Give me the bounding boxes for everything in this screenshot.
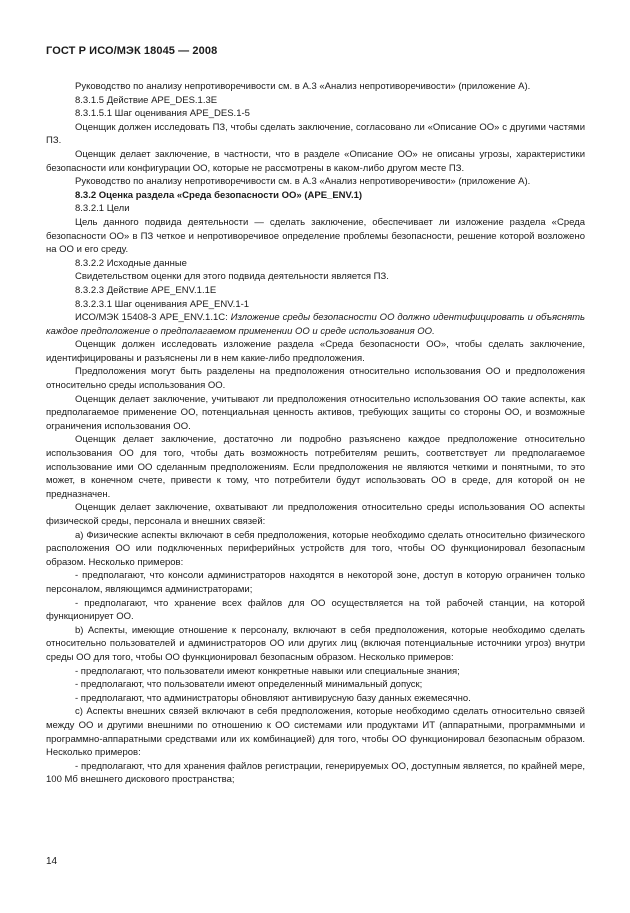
paragraph: Оценщик должен исследовать изложение раздела «Среда безопасности ОО», чтобы сделать заключение, идентифицированы и разъяснены ли в нем какие-либо предположения. <box>46 339 585 364</box>
list-item: - предполагают, что пользователи имеют определенный минимальный допуск; <box>75 679 423 691</box>
paragraph: Руководство по анализу непротиворечивости см. в А.3 «Анализ непротиворечивости» (приложение А). <box>75 81 531 92</box>
page-number: 14 <box>46 856 58 867</box>
paragraph: Свидетельством оценки для этого подвида деятельности является ПЗ. <box>75 271 389 283</box>
page-body <box>46 80 585 787</box>
clause-heading: 8.3.2.3 Действие APE_ENV.1.1E <box>75 284 217 296</box>
list-item: - предполагают, что пользователи имеют конкретные навыки или специальные знания; <box>75 665 460 677</box>
paragraph: Оценщик делает заключение, охватывают ли предположения относительно среды использования ОО аспекты физической среды, персонала и внешних связей: <box>46 502 585 527</box>
clause-heading: 8.3.2.3.1 Шаг оценивания APE_ENV.1-1 <box>75 298 250 310</box>
list-item: b) Аспекты, имеющие отношение к персоналу, включают в себя предположения, которые необходимо сделать относительно пользователей и администраторов ОО или других лиц (включая потенциальные источники угроз) внутри среды ОО для того, чтобы ОО функционировал безопасным образом. Несколько примеров: <box>46 624 585 663</box>
paragraph: Оценщик должен исследовать ПЗ, чтобы сделать заключение, согласовано ли «Описание ОО» с другими частями ПЗ. <box>46 121 585 147</box>
clause-heading: 8.3.2.1 Цели <box>75 203 130 215</box>
paragraph: Руководство по анализу непротиворечивости см. в А.3 «Анализ непротиворечивости» (приложение А). <box>75 176 531 188</box>
paragraph: Цель данного подвида деятельности — сделать заключение, обеспечивает ли изложение раздела «Среда безопасности ОО» в ПЗ четкое и непротиворечивое определение проблемы безопасности, решение которой возложено на ОО и его среду. <box>46 216 585 256</box>
list-item: - предполагают, что для хранения файлов регистрации, генерируемых ОО, доступным является, по крайней мере, 100 Мб внешнего дискового пространства; <box>46 760 585 786</box>
standard-header: ГОСТ Р ИСО/МЭК 18045 — 2008 <box>46 45 218 57</box>
list-item: - предполагают, что хранение всех файлов для ОО осуществляется на той рабочей станции, на которой функционирует ОО. <box>46 597 585 623</box>
clause-heading: 8.3.1.5 Действие APE_DES.1.3E <box>75 94 218 106</box>
clause-heading: 8.3.1.5.1 Шаг оценивания APE_DES.1-5 <box>75 108 250 120</box>
list-item: с) Аспекты внешних связей включают в себя предположения, которые необходимо сделать относительно связей между ОО и другими внешними по отношению к ОО системами или продуктами ИТ (аппаратными, программными и программно-аппаратными средствами или их комбинацией) для того, чтобы ОО функционировал безопасным образом. Несколько примеров: <box>46 706 585 759</box>
requirement-ref: ИСО/МЭК 15408-3 APE_ENV.1.1C: <box>75 312 228 324</box>
list-item: - предполагают, что администраторы обновляют антивирусную базу данных ежемесячно. <box>75 692 471 704</box>
requirement-text: Изложение среды безопасности ОО должно идентифицировать и объяснять каждое предположение о предполагаемом применении ОО и среде использования ОО. <box>46 312 585 337</box>
paragraph: Предположения могут быть разделены на предположения относительно использования ОО и предположения относительно среды использования ОО. <box>46 366 585 392</box>
paragraph: Оценщик делает заключение, достаточно ли подробно разъяснено каждое предположение относительно использования ОО для того, чтобы дать возможность потребителям решить, соответствует ли предполагаемое использование ими ОО сделанным предположениям. Если предположения не являются четкими и понятными, то это может, в конечном счете, привести к тому, что потребители будут использовать ОО в среде, для которой он не предназначен. <box>46 434 585 500</box>
list-item: - предполагают, что консоли администраторов находятся в некоторой зоне, доступ в которую ограничен только персоналом, являющимся администраторами; <box>46 570 585 595</box>
clause-heading: 8.3.2.2 Исходные данные <box>75 257 187 269</box>
paragraph: Оценщик делает заключение, в частности, что в разделе «Описание ОО» не описаны угрозы, характеристики безопасности или конфигурации ОО, которые не рассмотрены в каком-либо другом месте ПЗ. <box>46 148 585 174</box>
list-item: а) Физические аспекты включают в себя предположения, которые необходимо сделать относительно физического расположения ОО или подключенных периферийных устройств для того, чтобы ОО функционировал безопасным образом. Несколько примеров: <box>46 529 585 568</box>
paragraph: Оценщик делает заключение, учитывают ли предположения относительно использования ОО такие аспекты, как предполагаемое применение ОО, потенциальная ценность активов, требующих защиты со стороны ОО, и возможные ограничения использования ОО. <box>46 393 585 432</box>
section-heading: 8.3.2 Оценка раздела «Среда безопасности ОО» (APE_ENV.1) <box>75 189 363 201</box>
requirement-paragraph <box>46 311 585 338</box>
